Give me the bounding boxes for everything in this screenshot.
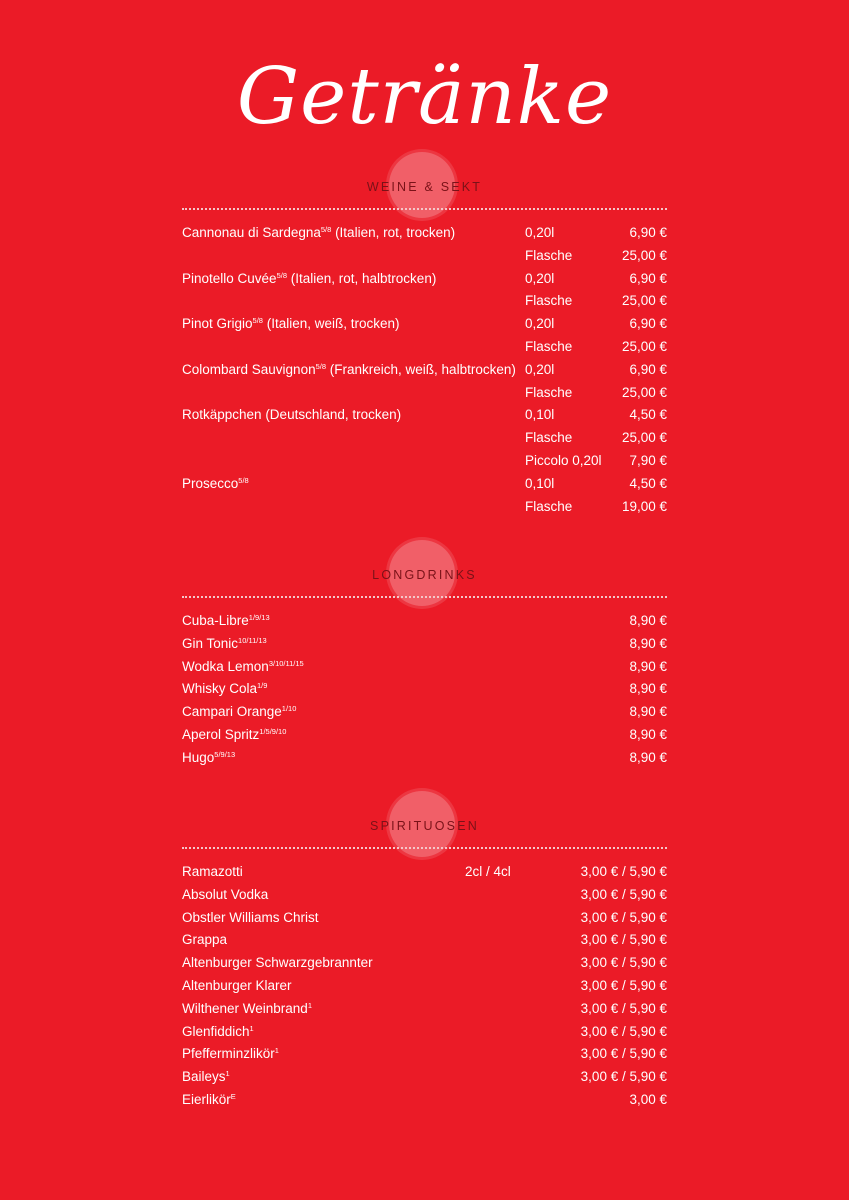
item-title: Pinotello Cuvée xyxy=(182,270,277,286)
menu-item-row xyxy=(182,496,667,519)
item-name xyxy=(182,701,296,724)
menu-item-row xyxy=(182,473,667,496)
item-title: Grappa xyxy=(182,932,228,948)
allergen-note: 1/10 xyxy=(281,704,297,714)
item-price: 3,00 € / 5,90 € xyxy=(580,1023,667,1039)
allergen-note: 1 xyxy=(249,1023,254,1033)
menu-item-row xyxy=(182,245,667,268)
item-title: Altenburger Schwarzgebrannter xyxy=(182,955,373,971)
menu-item-row xyxy=(182,268,667,291)
item-price: 25,00 € xyxy=(621,430,667,446)
item-name xyxy=(182,1066,230,1089)
item-price: 25,00 € xyxy=(621,384,667,400)
menu-item-row xyxy=(182,290,667,313)
item-unit: Flasche xyxy=(525,498,573,514)
page-title: Getränke xyxy=(236,52,613,142)
dotted-divider xyxy=(182,847,667,849)
item-name xyxy=(182,907,319,930)
item-title: Aperol Spritz xyxy=(182,726,260,742)
item-name xyxy=(182,678,267,701)
allergen-note: 1/9/13 xyxy=(248,613,270,622)
item-unit: Piccolo 0,20l xyxy=(525,452,602,468)
menu-list xyxy=(182,610,667,770)
item-unit: Flasche xyxy=(525,384,573,400)
menu-item-row xyxy=(182,450,667,473)
item-title: Hugo xyxy=(182,749,215,765)
item-unit: Flasche xyxy=(525,430,573,446)
allergen-note: 1 xyxy=(274,1046,279,1056)
menu-item-row xyxy=(182,678,667,701)
item-name xyxy=(182,222,455,245)
item-name xyxy=(182,268,436,291)
menu-item-row xyxy=(182,313,667,336)
item-title: Ramazotti xyxy=(182,864,243,879)
menu-item-row xyxy=(182,222,667,245)
menu-item-row xyxy=(182,929,667,952)
allergen-note: 5/8 xyxy=(276,270,287,280)
item-unit: 0,20l xyxy=(525,270,555,286)
section-title: WEINE & SEKT xyxy=(366,180,483,194)
item-price: 6,90 € xyxy=(629,225,667,240)
item-unit: 0,10l xyxy=(525,407,555,423)
item-price: 4,50 € xyxy=(629,407,667,423)
item-name xyxy=(182,610,270,633)
item-price: 3,00 € / 5,90 € xyxy=(580,909,667,925)
allergen-note: 10/11/13 xyxy=(238,635,267,645)
item-price: 3,00 € xyxy=(629,1091,667,1107)
item-price: 3,00 € / 5,90 € xyxy=(580,886,667,902)
allergen-note: 1/5/9/10 xyxy=(259,726,287,736)
menu-item-row xyxy=(182,975,667,998)
item-price: 3,00 € / 5,90 € xyxy=(580,1000,667,1016)
item-price: 6,90 € xyxy=(629,270,667,286)
section-title: SPIRITUOSEN xyxy=(370,819,479,833)
menu-item-row xyxy=(182,952,667,975)
item-description: (Deutschland, trocken) xyxy=(261,407,402,423)
item-price: 25,00 € xyxy=(621,293,667,309)
item-unit: Flasche xyxy=(525,338,573,354)
menu-item-row xyxy=(182,359,667,382)
item-unit: Flasche xyxy=(525,247,573,263)
item-name xyxy=(182,313,400,336)
item-name xyxy=(182,952,373,975)
menu-list xyxy=(182,222,667,518)
item-name xyxy=(182,998,312,1021)
item-title: Cuba-Libre xyxy=(182,613,249,628)
item-price: 8,90 € xyxy=(629,658,667,674)
item-title: Altenburger Klarer xyxy=(182,977,292,993)
item-description: (Italien, weiß, trocken) xyxy=(262,316,400,332)
allergen-note: 5/8 xyxy=(252,316,263,326)
item-title: Glenfiddich xyxy=(182,1023,250,1039)
item-unit: 0,10l xyxy=(525,475,555,491)
item-price: 8,90 € xyxy=(629,749,667,765)
item-price: 7,90 € xyxy=(629,452,667,468)
item-title: Gin Tonic xyxy=(182,635,239,651)
item-size: 2cl / 4cl xyxy=(465,864,511,879)
item-name xyxy=(182,633,267,656)
item-title: Obstler Williams Christ xyxy=(182,909,319,925)
item-title: Colombard Sauvignon xyxy=(182,361,316,377)
menu-item-row xyxy=(182,724,667,747)
item-title: Whisky Cola xyxy=(182,681,258,697)
item-price: 8,90 € xyxy=(629,681,667,697)
item-name xyxy=(182,404,401,427)
item-title: Absolut Vodka xyxy=(182,886,269,902)
item-name xyxy=(182,656,304,679)
menu-item-row xyxy=(182,1066,667,1089)
item-unit: Flasche xyxy=(525,293,573,309)
item-price: 3,00 € / 5,90 € xyxy=(580,1069,667,1085)
item-price: 19,00 € xyxy=(621,498,667,514)
menu-item-row xyxy=(182,633,667,656)
item-name xyxy=(182,473,249,496)
item-title: Prosecco xyxy=(182,475,239,491)
item-description: (Italien, rot, trocken) xyxy=(331,225,456,240)
section-spirits xyxy=(182,819,667,1112)
menu-item-row xyxy=(182,404,667,427)
item-name xyxy=(182,1089,236,1112)
item-price: 25,00 € xyxy=(621,247,667,263)
item-title: Eierlikör xyxy=(182,1091,231,1107)
item-description: (Frankreich, weiß, halbtrocken) xyxy=(326,361,516,377)
item-title: Pfefferminzlikör xyxy=(182,1046,275,1062)
item-title: Rotkäppchen xyxy=(182,407,262,423)
allergen-note: 5/9/13 xyxy=(214,749,236,759)
menu-item-row xyxy=(182,701,667,724)
item-price: 8,90 € xyxy=(629,635,667,651)
menu-item-row xyxy=(182,884,667,907)
item-price: 4,50 € xyxy=(629,475,667,491)
item-name xyxy=(182,1021,254,1044)
menu-item-row xyxy=(182,382,667,405)
item-title: Pinot Grigio xyxy=(182,316,253,332)
item-name xyxy=(182,884,268,907)
item-price: 6,90 € xyxy=(629,316,667,332)
menu-list xyxy=(182,861,667,1112)
item-price: 8,90 € xyxy=(629,704,667,720)
item-name xyxy=(182,929,227,952)
item-price: 8,90 € xyxy=(629,613,667,628)
item-name xyxy=(182,747,235,770)
allergen-note: 1/9 xyxy=(257,681,268,691)
allergen-note: 5/8 xyxy=(315,361,327,371)
item-name xyxy=(182,1043,279,1066)
section-title: LONGDRINKS xyxy=(372,568,477,582)
item-price: 6,90 € xyxy=(629,361,667,377)
item-name xyxy=(182,861,243,884)
allergen-note: 5/8 xyxy=(320,225,332,234)
menu-item-row xyxy=(182,1089,667,1112)
item-unit: 0,20l xyxy=(525,316,555,332)
item-description: (Italien, rot, halbtrocken) xyxy=(287,270,437,286)
menu-item-row xyxy=(182,610,667,633)
allergen-note: 5/8 xyxy=(238,475,249,485)
menu-item-row xyxy=(182,998,667,1021)
menu-item-row xyxy=(182,656,667,679)
item-price: 3,00 € / 5,90 € xyxy=(580,977,667,993)
item-price: 25,00 € xyxy=(621,338,667,354)
item-name xyxy=(182,975,292,998)
item-price: 3,00 € / 5,90 € xyxy=(580,864,667,879)
allergen-note: E xyxy=(230,1091,236,1101)
allergen-note: 1 xyxy=(225,1069,230,1079)
item-price: 3,00 € / 5,90 € xyxy=(580,932,667,948)
item-title: Wodka Lemon xyxy=(182,658,269,674)
item-title: Wilthener Weinbrand xyxy=(182,1000,308,1016)
dotted-divider xyxy=(182,208,667,210)
allergen-note: 3/10/11/15 xyxy=(268,658,304,668)
item-name xyxy=(182,359,516,382)
section-wine xyxy=(182,180,667,518)
allergen-note: 1 xyxy=(307,1000,312,1010)
section-longdrinks xyxy=(182,568,667,770)
item-price: 3,00 € / 5,90 € xyxy=(580,955,667,971)
item-name xyxy=(182,724,286,747)
item-price: 3,00 € / 5,90 € xyxy=(580,1046,667,1062)
item-title: Campari Orange xyxy=(182,704,282,720)
item-price: 8,90 € xyxy=(629,726,667,742)
menu-item-row xyxy=(182,861,667,884)
menu-item-row xyxy=(182,747,667,770)
item-unit: 0,20l xyxy=(525,361,555,377)
menu-item-row xyxy=(182,336,667,359)
menu-item-row xyxy=(182,907,667,930)
menu-item-row xyxy=(182,427,667,450)
item-unit: 0,20l xyxy=(525,225,555,240)
menu-item-row xyxy=(182,1043,667,1066)
item-title: Baileys xyxy=(182,1069,226,1085)
menu-item-row xyxy=(182,1021,667,1044)
item-title: Cannonau di Sardegna xyxy=(182,225,321,240)
dotted-divider xyxy=(182,596,667,598)
